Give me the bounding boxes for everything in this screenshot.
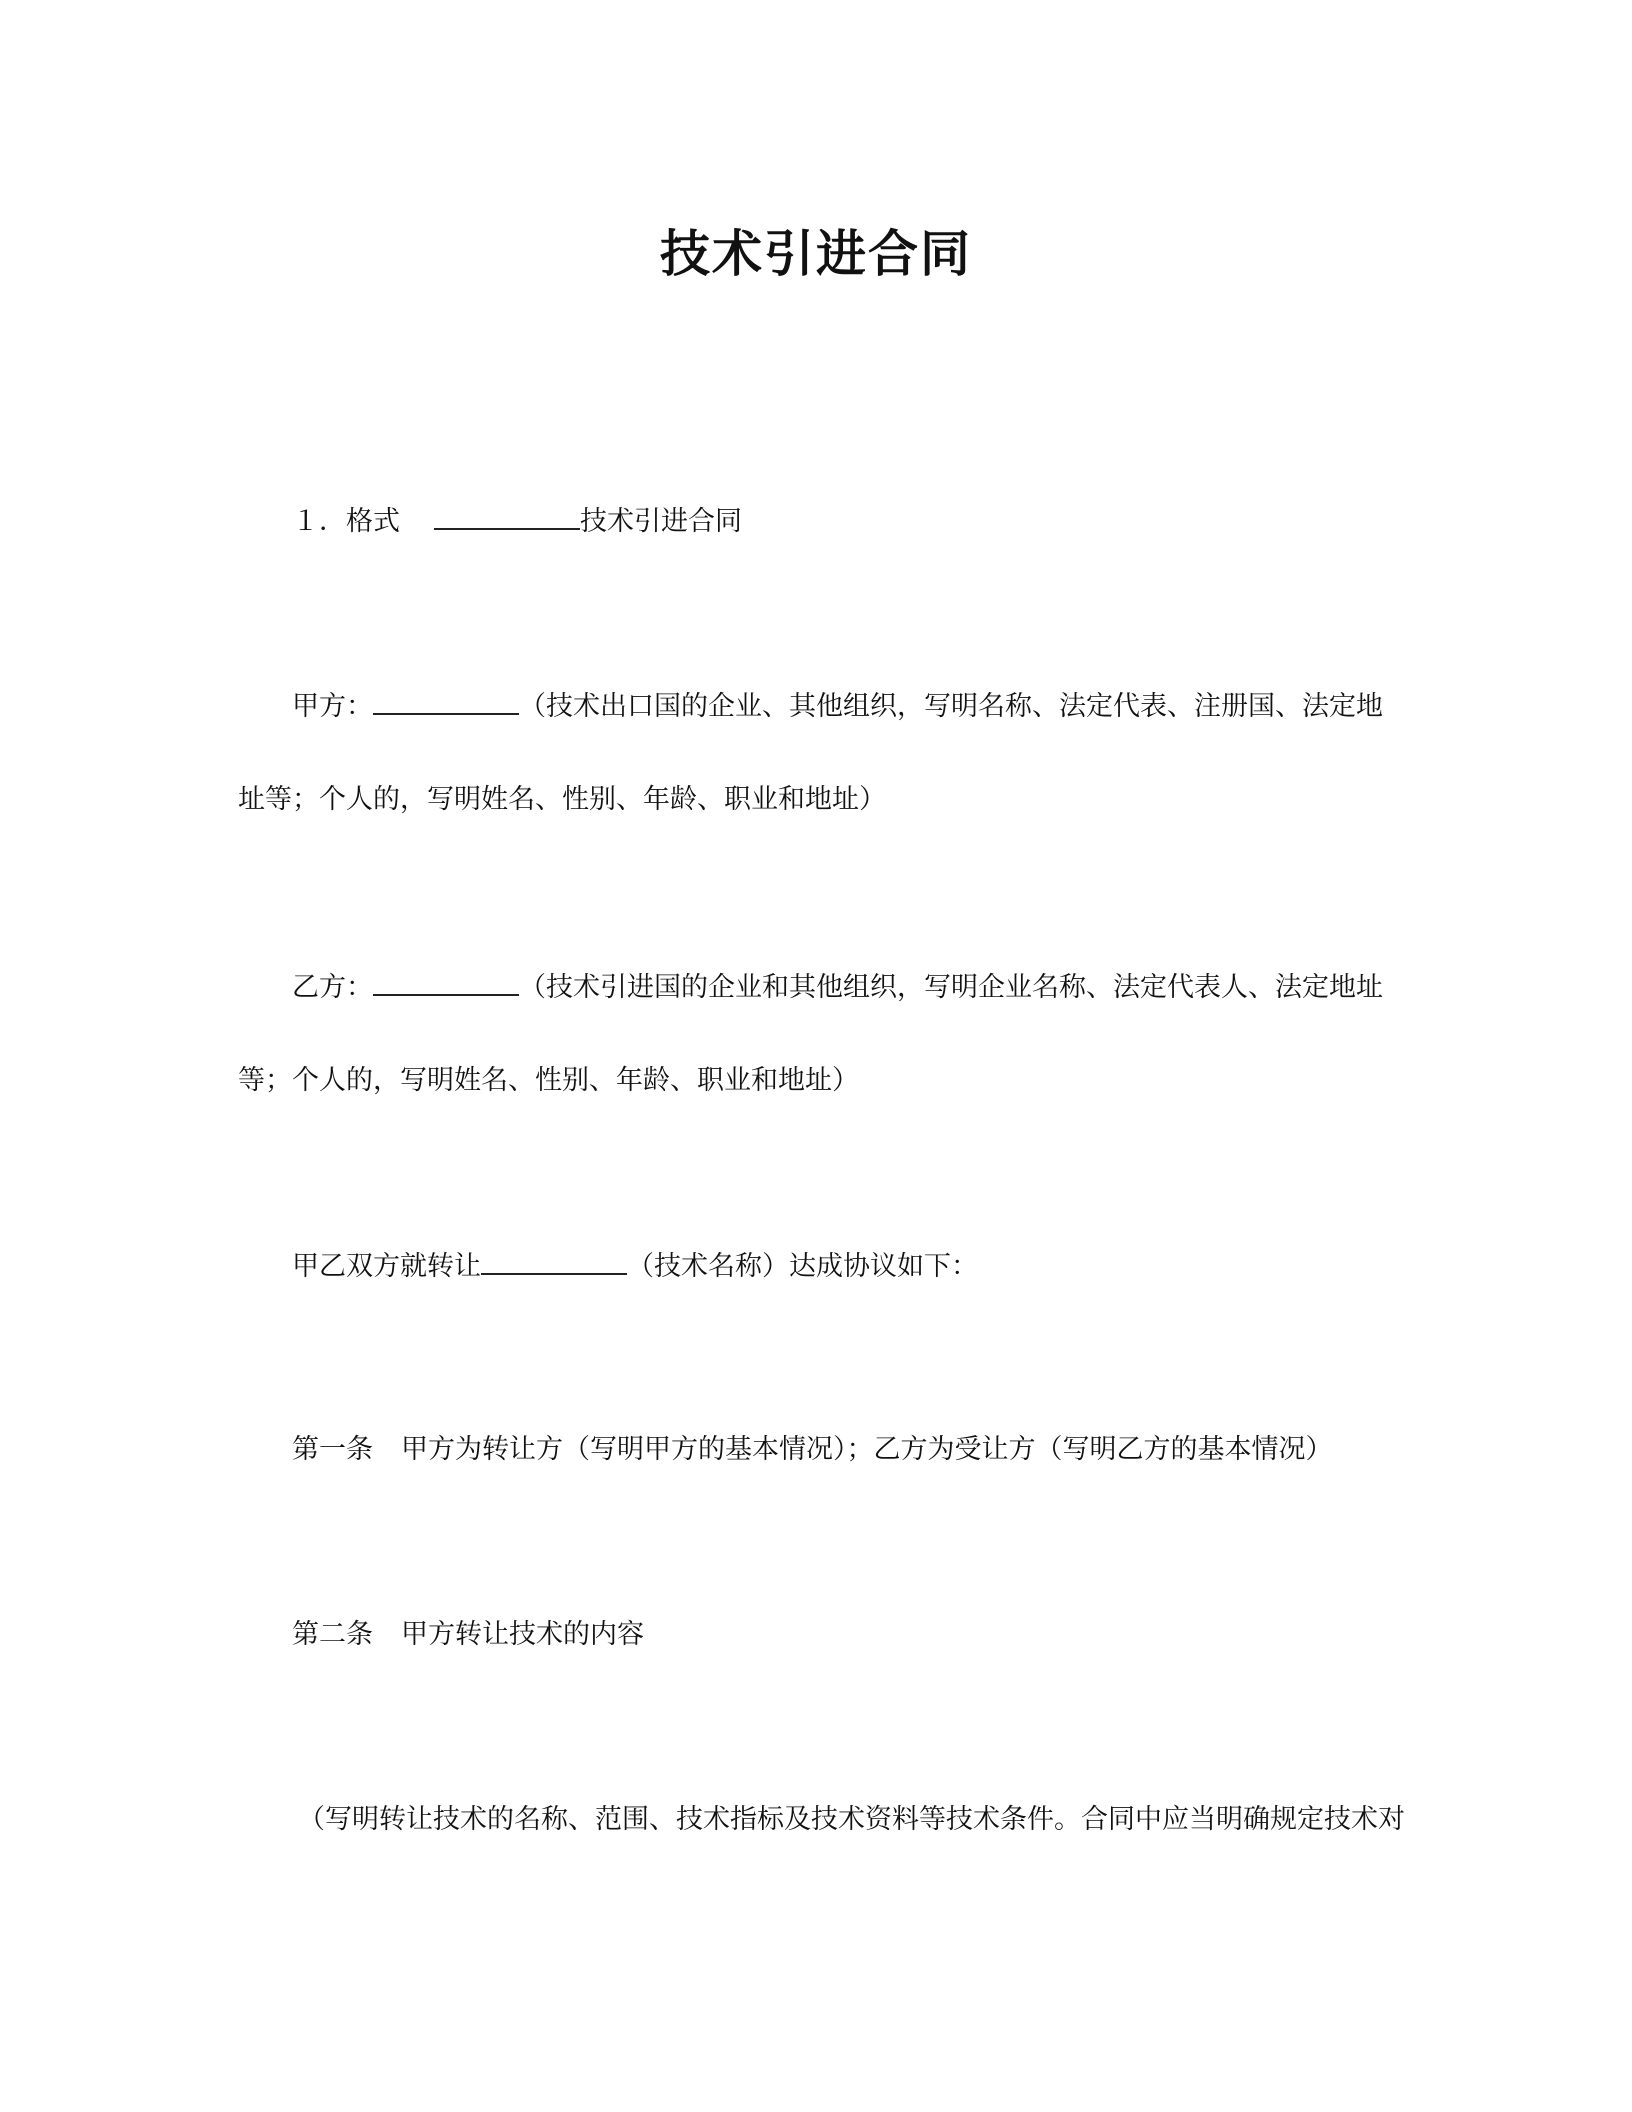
agreement-line [292,1245,978,1287]
format-blank-line [434,500,580,530]
format-line [292,500,742,542]
party-b-description-1: （技术引进国的企业和其他组织，写明企业名称、法定代表人、法定地址 [519,972,1383,1003]
document-title: 技术引进合同 [660,225,972,283]
article-2-note: （写明转让技术的名称、范围、技术指标及技术资料等技术条件。合同中应当明确规定技术对 [298,1804,1405,1835]
technology-name-blank-line [481,1245,627,1275]
party-a-line-1 [292,685,1383,727]
article-2 [292,1615,644,1655]
party-b-line-2: 等；个人的，写明姓名、性别、年龄、职业和地址） [238,1065,859,1096]
article-1 [292,1430,1333,1470]
format-suffix: 技术引进合同 [580,506,742,537]
party-a-label: 甲方： [292,691,373,722]
article-2-text: 甲方转让技术的内容 [401,1619,644,1650]
party-a-line-2: 址等；个人的，写明姓名、性别、年龄、职业和地址） [238,784,886,815]
agreement-prefix: 甲乙双方就转让 [292,1251,481,1282]
article-1-text: 甲方为转让方（写明甲方的基本情况）；乙方为受让方（写明乙方的基本情况） [401,1434,1333,1465]
party-b-label: 乙方： [292,972,373,1003]
party-b-blank-line [373,966,519,996]
party-a-blank-line [373,685,519,715]
party-a-description-1: （技术出口国的企业、其他组织，写明名称、法定代表、注册国、法定地 [519,691,1383,722]
article-2-label: 第二条 [292,1619,373,1650]
article-1-label: 第一条 [292,1434,373,1465]
party-b-line-1 [292,966,1383,1008]
format-prefix: １．格式 [292,506,400,537]
agreement-suffix: （技术名称）达成协议如下： [627,1251,978,1282]
